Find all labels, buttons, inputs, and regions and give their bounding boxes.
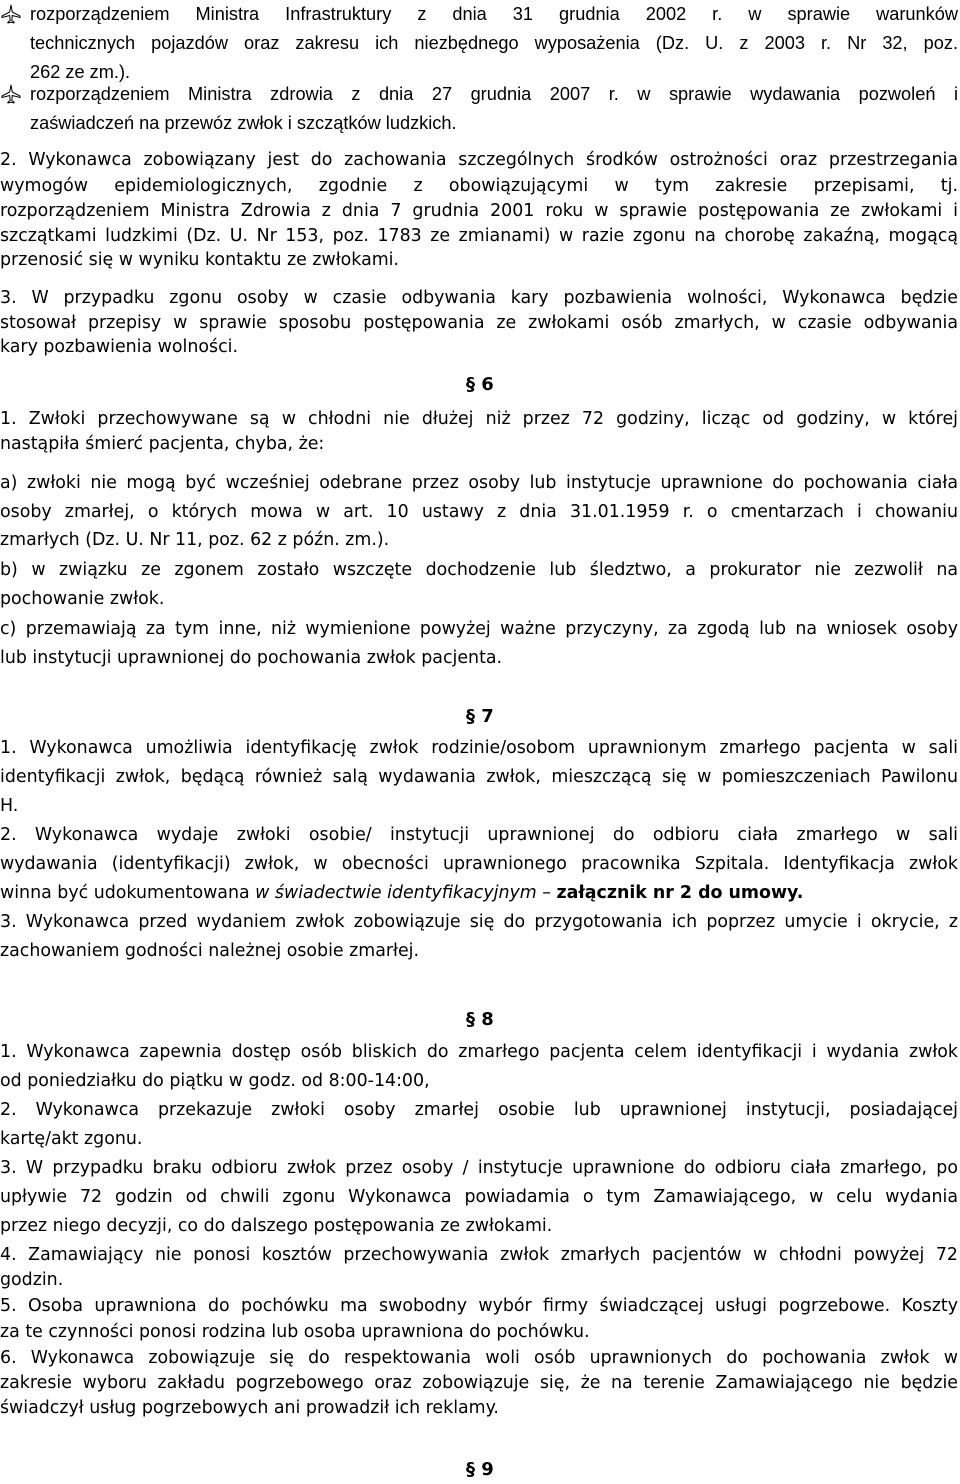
s6-p1-line-2: nastąpiła śmierć pacjenta, chyba, że: <box>0 434 325 454</box>
s7-p1-line-1: 1. Wykonawca umożliwia identyfikację zwłok rodzinie/osobom uprawnionym zmarłego pacjenta w sali <box>0 738 958 758</box>
paragraph-2-line-3: rozporządzeniem Ministra Zdrowia z dnia 7 grudnia 2001 roku w sprawie postępowania ze zwłokami i <box>0 201 958 221</box>
bullet-1-line-3: 262 ze zm.). <box>30 62 131 82</box>
s8-p5-line-2: za te czynności ponosi rodzina lub osoba uprawniona do pochówku. <box>0 1322 590 1342</box>
paragraph-2-line-1: 2. Wykonawca zobowiązany jest do zachowania szczególnych środków ostrożności oraz przestrzegania <box>0 150 958 170</box>
s6-c-line-2: lub instytucji uprawnionej do pochowania zwłok pacjenta. <box>0 648 503 668</box>
s7-p2-line-3 <box>0 879 958 908</box>
s7-p1-line-3: H. <box>0 796 19 816</box>
section-9-heading: § 9 <box>466 1459 494 1480</box>
s6-a-line-1: a) zwłoki nie mogą być wcześniej odebrane przez osoby lub instytucje uprawnione do pochowania ciała <box>0 473 958 493</box>
paragraph-2-line-4: szczątkami ludzkimi (Dz. U. Nr 153, poz. 1783 ze zmianami) w razie zgonu na chorobę zakaźną, mogącą <box>0 226 958 246</box>
section-8-heading: § 8 <box>466 1009 494 1030</box>
bullet-2-line-1: rozporządzeniem Ministra zdrowia z dnia 27 grudnia 2007 r. w sprawie wydawania pozwoleń i <box>30 84 958 104</box>
bullet-1-line-1: rozporządzeniem Ministra Infrastruktury z dnia 31 grudnia 2002 r. w sprawie warunków <box>30 4 958 24</box>
bullet-1-line-2: technicznych pojazdów oraz zakresu ich niezbędnego wyposażenia (Dz. U. z 2003 r. Nr 32, poz. <box>30 33 958 53</box>
s8-p5-line-1: 5. Osoba uprawniona do pochówku ma swobodny wybór firmy świadczącej usługi pogrzebowe. Koszty <box>0 1296 958 1316</box>
s7-p2-line-2: wydawania (identyfikacji) zwłok, w obecności uprawnionego pracownika Szpitala. Identyfikacja zwłok <box>0 854 958 874</box>
s6-p1-line-1: 1. Zwłoki przechowywane są w chłodni nie dłużej niż przez 72 godziny, licząc od godziny, w której <box>0 409 958 429</box>
paragraph-3-line-2: stosował przepisy w sprawie sposobu postępowania ze zwłokami osób zmarłych, w czasie odbywania <box>0 313 958 333</box>
s8-p3-line-2: upływie 72 godzin od chwili zgonu Wykonawca powiadamia o tym Zamawiającego, w celu wydania <box>0 1187 958 1207</box>
s7-p2-line-1: 2. Wykonawca wydaje zwłoki osobie/ instytucji uprawnionej do odbioru ciała zmarłego w sali <box>0 825 958 845</box>
s6-c-line-1: c) przemawiają za tym inne, niż wymienione powyżej ważne przyczyny, za zgodą lub na wniosek osoby <box>0 619 958 639</box>
paragraph-2-line-2: wymogów epidemiologicznych, zgodnie z obowiązującymi w tym zakresie przepisami, tj. <box>0 176 958 196</box>
airplane-bullet-icon <box>0 3 22 25</box>
s8-p4-line-2: godzin. <box>0 1270 64 1290</box>
s8-p6-line-1: 6. Wykonawca zobowiązuje się do respektowania woli osób uprawnionych do pochowania zwłok w <box>0 1348 958 1368</box>
s7-p3-line-1: 3. Wykonawca przed wydaniem zwłok zobowiązuje się do przygotowania ich poprzez umycie i okrycie, z <box>0 912 958 932</box>
paragraph-2-line-5: przenosić się w wyniku kontaktu ze zwłokami. <box>0 250 400 270</box>
s7-p2-lead: winna być udokumentowana <box>0 883 256 903</box>
s8-p6-line-2: zakresie wyboru zakładu pogrzebowego oraz zobowiązuje się, że na terenie Zamawiającego nie będzie <box>0 1373 958 1393</box>
s7-p2-dash: – <box>536 883 557 903</box>
s8-p3-line-3: przez niego decyzji, co do dalszego postępowania ze zwłokami. <box>0 1216 553 1236</box>
s8-p2-line-2: kartę/akt zgonu. <box>0 1129 143 1149</box>
s8-p3-line-1: 3. W przypadku braku odbioru zwłok przez osoby / instytucje uprawnione do odbioru ciała zmarłego, po <box>0 1158 958 1178</box>
section-6-heading: § 6 <box>466 374 494 395</box>
s6-a-line-3: zmarłych (Dz. U. Nr 11, poz. 62 z późn. zm.). <box>0 530 390 550</box>
s8-p6-line-3: świadczył usług pogrzebowych ani prowadził ich reklamy. <box>0 1398 499 1418</box>
airplane-bullet-icon <box>0 83 22 105</box>
s8-p2-line-1: 2. Wykonawca przekazuje zwłoki osoby zmarłej osobie lub uprawnionej instytucji, posiadającej <box>0 1100 958 1120</box>
s6-b-line-1: b) w związku ze zgonem zostało wszczęte dochodzenie lub śledztwo, a prokurator nie zezwolił na <box>0 560 958 580</box>
s7-p3-line-2: zachowaniem godności należnej osobie zmarłej. <box>0 941 420 961</box>
s7-p2-italic: w świadectwie identyfikacyjnym <box>255 883 537 903</box>
bullet-2-line-2: zaświadczeń na przewóz zwłok i szczątków ludzkich. <box>30 113 457 133</box>
s7-p1-line-2: identyfikacji zwłok, będącą również salą wydawania zwłok, mieszczącą się w pomieszczeniach Pawilonu <box>0 767 958 787</box>
s7-p2-bold: załącznik nr 2 do umowy. <box>556 883 804 903</box>
section-7-heading: § 7 <box>466 706 494 727</box>
s8-p1-line-2: od poniedziałku do piątku w godz. od 8:00-14:00, <box>0 1071 430 1091</box>
s6-a-line-2: osoby zmarłej, o których mowa w art. 10 ustawy z dnia 31.01.1959 r. o cmentarzach i chowaniu <box>0 502 958 522</box>
s8-p4-line-1: 4. Zamawiający nie ponosi kosztów przechowywania zwłok zmarłych pacjentów w chłodni powyżej 72 <box>0 1245 958 1265</box>
paragraph-3-line-1: 3. W przypadku zgonu osoby w czasie odbywania kary pozbawienia wolności, Wykonawca będzie <box>0 288 958 308</box>
s6-b-line-2: pochowanie zwłok. <box>0 589 165 609</box>
paragraph-3-line-3: kary pozbawienia wolności. <box>0 337 239 357</box>
s8-p1-line-1: 1. Wykonawca zapewnia dostęp osób bliskich do zmarłego pacjenta celem identyfikacji i wydania zwłok <box>0 1042 958 1062</box>
